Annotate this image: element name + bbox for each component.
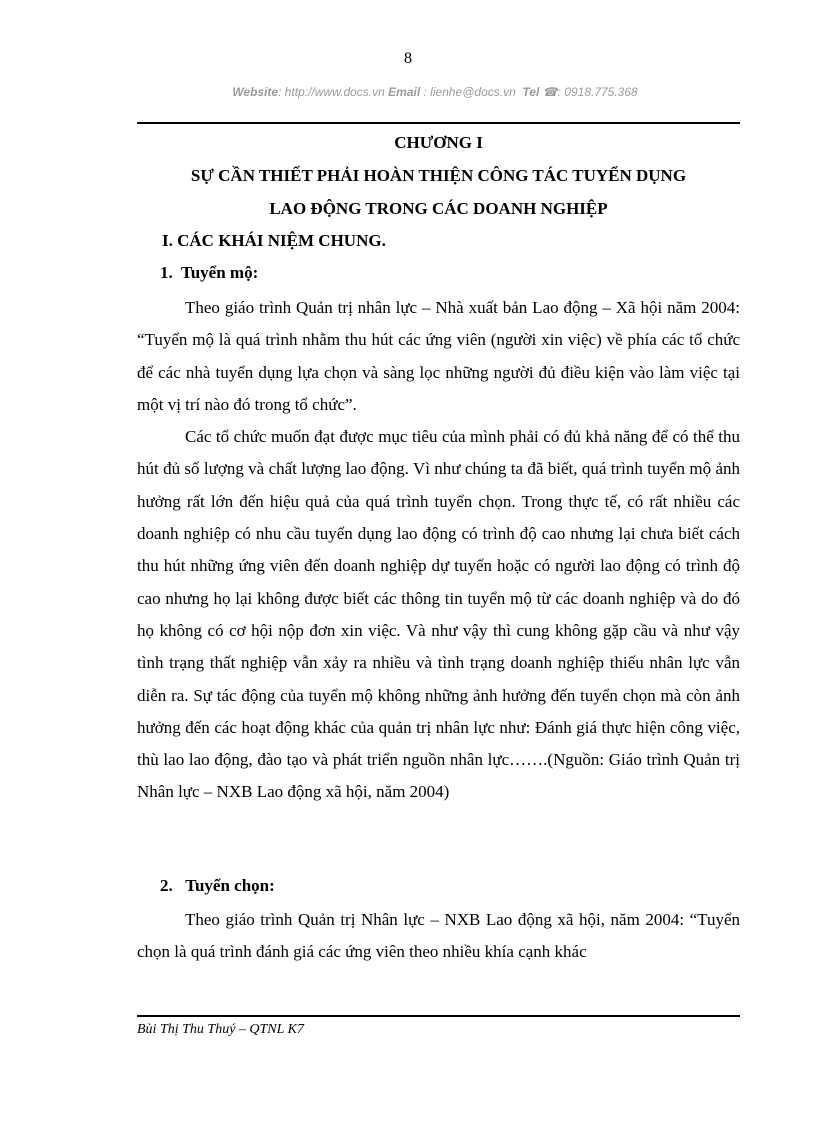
chapter-title-line1: SỰ CẦN THIẾT PHẢI HOÀN THIỆN CÔNG TÁC TUYỂN DỤNG — [190, 166, 687, 185]
chapter-label: CHƯƠNG I — [394, 133, 483, 152]
subsection-1-number: 1. — [160, 263, 173, 282]
paragraph-2: Các tổ chức muốn đạt được mục tiêu của mình phải có đủ khả năng để có thể thu hút đủ số lượng và chất lượng lao động. Vì như chúng ta đã biết, quá trình tuyển mộ ảnh hưởng rất lớn đến hiệu quả của quá trình tuyển chọn. Trong thực tế, có rất nhiều các doanh nghiệp có nhu cầu tuyển dụng lao động có trình độ cao nhưng lại chưa biết cách thu hút những ứng viên đến doanh nghiệp dự tuyển hoặc có người lao động có trình độ cao nhưng họ lại không được biết các thông tin tuyển mộ từ các doanh nghiệp và do đó họ không có cơ hội nộp đơn xin việc. Và như vậy thì cung không gặp cầu và như vậy tình trạng thất nghiệp vẫn xảy ra nhiều và tình trạng doanh nghiệp thiếu nhân lực vẫn diễn ra. Sự tác động của tuyển mộ không những ảnh hưởng đến tuyển chọn mà còn ảnh hưởng đến các hoạt động khác của quản trị nhân lực như: Đánh giá thực hiện công việc, thù lao lao động, đào tạo và phát triển nguồn nhân lực…….(Nguồn: Giáo trình Quản trị Nhân lực – NXB Lao động xã hội, năm 2004) — [137, 427, 740, 802]
website-header — [0, 85, 816, 99]
email-address: : lienhe@docs.vn — [423, 85, 516, 99]
email-label: Email — [388, 85, 421, 99]
tel-number: : 0918.775.368 — [557, 85, 638, 99]
paragraph-1: Theo giáo trình Quản trị nhân lực – Nhà xuất bản Lao động – Xã hội năm 2004: “Tuyển mộ là quá trình nhằm thu hút các ứng viên (người xin việc) về phía các tổ chức để các nhà tuyển dụng lựa chọn và sàng lọc những người đủ điều kiện vào làm việc tại một vị trí nào đó trong tổ chức”. — [137, 298, 740, 414]
subsection-2-title: Tuyển chọn: — [185, 876, 275, 895]
telephone-icon: ☎ — [542, 85, 558, 99]
tel-label: Tel — [522, 85, 540, 99]
paragraph-3: Theo giáo trình Quản trị Nhân lực – NXB Lao động xã hội, năm 2004: “Tuyển chọn là quá trình đánh giá các ứng viên theo nhiều khía cạnh khác — [137, 910, 740, 962]
header-rule — [137, 122, 740, 124]
subsection-2-content — [137, 904, 740, 969]
footer-rule — [137, 1015, 740, 1017]
subsection-2-heading — [160, 876, 275, 896]
section-title: I. CÁC KHÁI NIỆM CHUNG. — [162, 231, 386, 250]
website-url: : http://www.docs.vn — [278, 85, 385, 99]
footer-author: Bùi Thị Thu Thuý – QTNL K7 — [137, 1022, 305, 1037]
chapter-title-line2: LAO ĐỘNG TRONG CÁC DOANH NGHIỆP — [269, 199, 608, 218]
subsection-1-title: Tuyển mộ: — [180, 263, 259, 282]
website-label: Website — [232, 85, 279, 99]
subsection-2-number: 2. — [160, 876, 173, 895]
subsection-1-heading — [160, 263, 258, 283]
page-number: 8 — [404, 50, 412, 67]
subsection-1-content — [137, 292, 740, 809]
